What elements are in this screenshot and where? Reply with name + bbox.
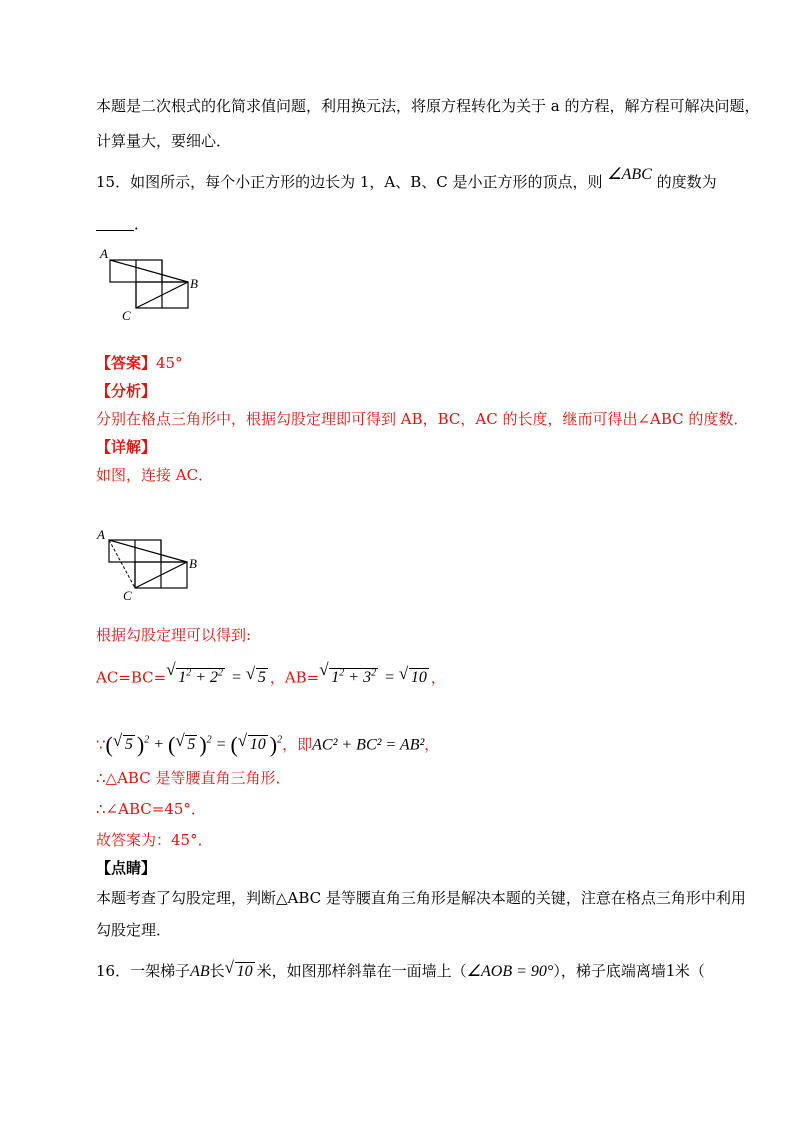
- ji-end: ，: [424, 735, 440, 754]
- q16-root: √ 10: [225, 962, 255, 982]
- review-line-1: 本题考查了勾股定理，判断△ABC 是等腰直角三角形是解决本题的关键，注意在格点三角形中利用: [96, 889, 746, 907]
- q16-end: ），梯子底端离墙: [553, 962, 666, 980]
- therefore-line-1: ∴△ABC 是等腰直角三角形．: [96, 769, 291, 787]
- blank-period: ．: [134, 215, 150, 233]
- q16-one: 1: [665, 960, 675, 980]
- question-15-blank-line: [96, 214, 149, 234]
- eq2-root: √ 10: [399, 668, 429, 688]
- figure-label-b: B: [190, 276, 198, 291]
- eq1-r1: 1: [178, 669, 187, 687]
- intro-line-2: 计算量大，要细心．: [96, 132, 232, 150]
- detail-line-1: 如图，连接 AC．: [96, 466, 214, 484]
- solution-label-a: A: [97, 527, 105, 542]
- because-equation: [96, 731, 440, 758]
- q16-chang: 长: [209, 962, 225, 980]
- eq2-radical: [319, 664, 378, 688]
- eq2-math: [319, 669, 431, 686]
- eq1-r2: 2: [210, 669, 219, 687]
- equation-ac-bc-ab: [96, 664, 446, 688]
- solution-label-b: B: [189, 556, 197, 571]
- eq2-sq1: 2: [339, 668, 345, 679]
- analysis-text: 分别在格点三角形中，根据勾股定理即可得到 AB，BC，AC 的长度，继而可得出∠ABC 的度数．: [96, 410, 749, 428]
- question-15-angle: ∠ABC: [607, 166, 652, 183]
- eq1-root: √ 5: [246, 668, 268, 688]
- therefore-line-2: ∴∠ABC=45°．: [96, 800, 206, 818]
- eq1-prefix: AC=BC=: [96, 668, 167, 687]
- eq1-sq1: 2: [186, 668, 192, 679]
- figure-label-a: A: [100, 246, 108, 261]
- because-exp-3: 2: [277, 735, 283, 746]
- because-exp-1: 2: [144, 735, 150, 746]
- detail-label: 【详解】: [96, 438, 157, 456]
- eq2-plus: +: [344, 669, 364, 687]
- answer-label: 【答案】: [96, 354, 157, 372]
- eq1-plus: +: [191, 669, 211, 687]
- dashed-line-ac: [109, 540, 135, 588]
- eq1-math: [166, 669, 270, 686]
- eq1-separator: ，AB=: [269, 668, 320, 687]
- figure-15-grid: [96, 242, 216, 324]
- because-equals: =: [215, 736, 227, 754]
- question-15-text: 15．如图所示，每个小正方形的边长为 1，A、B、C 是小正方形的顶点，则: [96, 173, 603, 191]
- eq2-sq2: 2: [371, 668, 377, 679]
- intro-line-1: 本题是二次根式的化简求值问题，利用换元法，将原方程转化为关于 a 的方程，解方程可解决问题，: [96, 97, 760, 115]
- q16-mid: 米，如图那样斜靠在一面墙上（: [256, 962, 467, 980]
- eq1-equals: =: [227, 669, 246, 687]
- because-math: (√ 5 )$^2$ + (√ 5 )$^2$ = (√ 10 )$^2$: [106, 736, 283, 753]
- q16-angle: ∠AOB = 90°: [466, 963, 554, 980]
- ji-text: ，即: [282, 735, 313, 754]
- figure-label-c: C: [122, 308, 131, 323]
- eq1-radical: [166, 664, 225, 688]
- question-16-stem: [96, 960, 705, 982]
- solution-label-c: C: [123, 588, 132, 603]
- because-symbol: ∵: [96, 735, 106, 754]
- detail-line-2: 根据勾股定理可以得到:: [96, 626, 252, 644]
- because-plus: +: [153, 736, 164, 754]
- review-label: 【点睛】: [96, 859, 157, 877]
- analysis-label: 【分析】: [96, 382, 157, 400]
- eq-end: ，: [430, 668, 446, 687]
- answer-line: [96, 353, 183, 373]
- review-line-2: 勾股定理．: [96, 921, 172, 939]
- question-15-text-end: 的度数为: [656, 173, 717, 191]
- because-exp-2: 2: [206, 735, 212, 746]
- eq1-sq2: 2: [218, 668, 224, 679]
- figure-15-solution-grid: [92, 522, 216, 604]
- q16-ab: AB: [190, 963, 210, 980]
- q16-start: 16．一架梯子: [96, 962, 191, 980]
- q16-tail: 米（: [674, 962, 705, 980]
- eq2-equals: =: [380, 669, 399, 687]
- because-root-3: √ 10: [238, 735, 268, 755]
- final-answer-line: 故答案为：45°．: [96, 831, 213, 849]
- question-15-stem: [96, 166, 717, 193]
- because-root-1: √ 5: [113, 735, 135, 755]
- eq2-r2: 3: [363, 669, 372, 687]
- eq2-r1: 1: [331, 669, 340, 687]
- ji-equation: AC² + BC² = AB²: [312, 736, 425, 754]
- answer-blank: [96, 216, 134, 231]
- answer-value: 45°: [156, 354, 183, 372]
- because-root-2: √ 5: [175, 735, 197, 755]
